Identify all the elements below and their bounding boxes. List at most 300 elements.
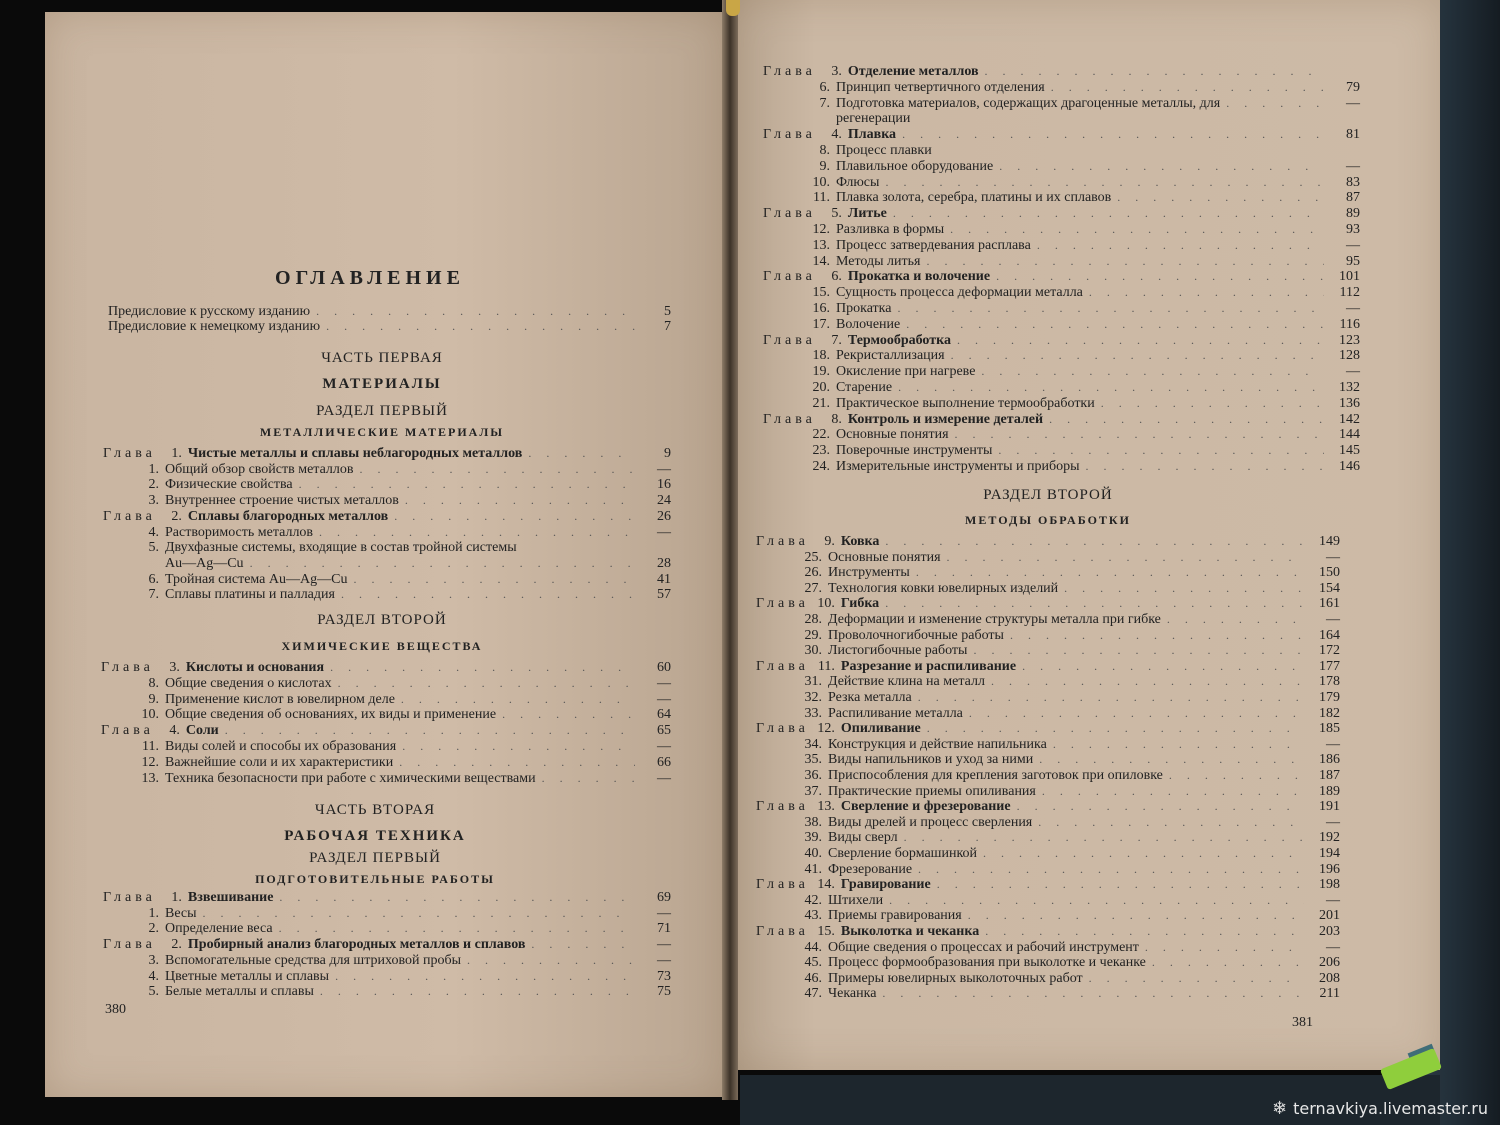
toc-entry-line: [137, 969, 671, 984]
right-toc: [730, 0, 1440, 1070]
page-number: 185: [1319, 721, 1340, 737]
preface-line: [108, 304, 671, 319]
leader-dots: [937, 877, 1304, 892]
entry-title: Штихели: [828, 892, 884, 908]
leader-dots: [926, 254, 1324, 269]
chapter-word: Глава: [101, 723, 154, 739]
page-number: —: [1326, 814, 1340, 830]
toc-chapter-line: [103, 509, 671, 524]
entry-number: 12.: [141, 754, 159, 770]
toc-entry-line: [800, 737, 1340, 752]
page-number: 95: [1346, 253, 1360, 269]
snowflake-icon: ❄: [1272, 1098, 1288, 1119]
leader-dots: [467, 953, 635, 968]
part-label: ЧАСТЬ ПЕРВАЯ: [321, 350, 443, 366]
page-number: 132: [1339, 380, 1360, 395]
page-number: 203: [1319, 924, 1340, 939]
entry-number: 44.: [804, 939, 822, 955]
leader-dots: [951, 348, 1324, 363]
entry-number: 2.: [148, 477, 159, 493]
section-label: РАЗДЕЛ ВТОРОЙ: [317, 612, 447, 628]
entry-title: Виды солей и способы их образования: [165, 739, 397, 754]
leader-dots: [299, 477, 635, 492]
entry-title: Соли: [185, 723, 219, 739]
toc-chapter-line: [756, 534, 1340, 549]
entry-title: Техника безопасности при работе с химическими веществами: [165, 770, 536, 786]
entry-number: 19.: [812, 364, 830, 380]
page-number: 64: [657, 707, 671, 723]
entry-title: Опиливание: [840, 721, 921, 737]
leader-dots: [893, 206, 1324, 221]
page-number: 192: [1319, 830, 1340, 846]
leader-dots: [1038, 815, 1304, 830]
entry-number: 32.: [804, 690, 822, 705]
entry-title: Белые металлы и сплавы: [165, 984, 314, 1000]
entry-number: 42.: [804, 892, 822, 908]
page-number: —: [657, 937, 671, 953]
chapter-word: Глава: [756, 799, 809, 815]
entry-number: 37.: [804, 783, 822, 799]
part-label: ЧАСТЬ ВТОРАЯ: [314, 802, 436, 818]
toc-entry-line: [800, 581, 1340, 596]
chapter-word: Глава: [756, 658, 809, 674]
entry-number: 16.: [812, 301, 830, 316]
part-title: МАТЕРИАЛЫ: [322, 376, 442, 392]
entry-number: 3.: [831, 64, 842, 79]
page-number: 191: [1319, 799, 1340, 815]
entry-number: 8.: [831, 411, 842, 427]
leader-dots: [1022, 659, 1304, 674]
page-number: —: [1326, 736, 1340, 752]
leader-dots: [918, 690, 1304, 705]
entry-title: Технология ковки ювелирных изделий: [828, 580, 1059, 596]
leader-dots: [353, 572, 635, 587]
entry-number: 13.: [812, 237, 830, 253]
leader-dots: [402, 739, 635, 754]
page-number: 101: [1339, 269, 1360, 285]
leader-dots: [885, 175, 1324, 190]
entry-number: 14.: [817, 877, 835, 893]
entry-title: Поверочные инструменты: [836, 443, 993, 459]
page-number: 123: [1339, 332, 1360, 348]
page-number: 28: [657, 555, 671, 571]
page-number: 196: [1319, 861, 1340, 877]
left-page: [45, 12, 725, 1097]
toc-chapter-line: [756, 596, 1340, 611]
page-number: 186: [1319, 752, 1340, 768]
entry-number: 3.: [148, 493, 159, 509]
leader-dots: [906, 317, 1324, 332]
entry-number: 9.: [819, 158, 830, 174]
toc-entry-line: [808, 111, 1360, 126]
leader-dots: [968, 908, 1304, 923]
entry-number: 4.: [148, 968, 159, 984]
entry-title: Термообработка: [847, 332, 951, 348]
page-number: 128: [1339, 348, 1360, 364]
leader-dots: [897, 301, 1324, 316]
entry-number: 4.: [831, 127, 842, 143]
toc-entry-line: [800, 643, 1340, 658]
section-label: РАЗДЕЛ ПЕРВЫЙ: [316, 403, 448, 419]
entry-title: Приспособления для крепления заготовок при опиловке: [828, 768, 1163, 783]
page-number: 112: [1339, 285, 1360, 301]
bookmark-ribbon: [726, 0, 740, 16]
toc-entry-line: [800, 846, 1340, 861]
toc-entry-line: [800, 862, 1340, 877]
leader-dots: [973, 643, 1304, 658]
leader-dots: [335, 969, 635, 984]
page-number: —: [657, 739, 671, 754]
page-number: —: [1346, 364, 1360, 380]
toc-entry-line: [137, 953, 671, 968]
entry-number: 5.: [831, 206, 842, 222]
chapter-word: Глава: [756, 596, 809, 612]
page-number: —: [657, 524, 671, 540]
toc-entry-line: [800, 830, 1340, 845]
entry-title: Применение кислот в ювелирном деле: [165, 691, 395, 707]
entry-number: 13.: [817, 799, 835, 815]
entry-number: 41.: [804, 861, 822, 877]
entry-number: 11.: [142, 739, 159, 754]
toc-entry-line: [800, 674, 1340, 689]
leader-dots: [882, 986, 1304, 1001]
entry-number: 11.: [813, 190, 830, 206]
entry-title: Виды сверл: [828, 830, 898, 846]
entry-number: 31.: [804, 674, 822, 690]
page-number: 189: [1319, 783, 1340, 799]
leader-dots: [338, 676, 635, 691]
entry-title: Растворимость металлов: [165, 524, 314, 540]
page-number: 87: [1346, 190, 1360, 206]
page-number: 164: [1319, 627, 1340, 643]
entry-title: Общие сведения о процессах и рабочий инструмент: [828, 939, 1139, 955]
entry-number: 2.: [171, 508, 182, 524]
entry-number: 9.: [148, 691, 159, 707]
entry-title: Разрезание и распиливание: [840, 658, 1017, 674]
chapter-word: Глава: [103, 446, 156, 461]
preface-title: Предисловие к немецкому изданию: [108, 319, 321, 334]
leader-dots: [502, 707, 635, 722]
toc-entry-line: [800, 565, 1340, 580]
toc-chapter-line: [763, 412, 1360, 427]
page-number: 208: [1319, 970, 1340, 986]
toc-entry-line: [808, 396, 1360, 411]
toc-chapter-line: [101, 660, 671, 675]
entry-title: Тройная система Au—Ag—Cu: [165, 571, 348, 587]
page-number: 60: [657, 660, 671, 675]
toc-entry-line: [137, 477, 671, 492]
chapter-word: Глава: [103, 890, 156, 905]
section-label: РАЗДЕЛ ПЕРВЫЙ: [309, 850, 441, 866]
entry-title: Определение веса: [165, 921, 273, 937]
toc-entry-line: [808, 143, 1360, 158]
entry-number: 30.: [804, 643, 822, 659]
toc-entry-line: [800, 628, 1340, 643]
section-title: ПОДГОТОВИТЕЛЬНЫЕ РАБОТЫ: [255, 872, 495, 886]
page-number: 178: [1319, 674, 1340, 690]
toc-entry-line: [137, 906, 671, 921]
toc-entry-line: [808, 96, 1360, 111]
page-number: 116: [1339, 316, 1360, 332]
toc-chapter-line: [756, 721, 1340, 736]
leader-dots: [225, 723, 635, 738]
page-number: —: [1326, 892, 1340, 908]
toc-entry-line: [808, 459, 1360, 474]
toc-chapter-line: [756, 924, 1340, 939]
entry-title: Вспомогательные средства для штриховой пробы: [165, 952, 461, 968]
toc-entry-line: [808, 254, 1360, 269]
entry-number: 20.: [812, 380, 830, 395]
toc-entry-line: [137, 984, 671, 999]
watermark-text: ternavkiya.livemaster.ru: [1293, 1099, 1488, 1118]
page-number: —: [1346, 237, 1360, 253]
toc-chapter-line: [763, 206, 1360, 221]
entry-title: Процесс затвердевания расплава: [836, 237, 1031, 253]
entry-title: Подготовка материалов, содержащих драгоценные металлы, для: [836, 95, 1221, 111]
entry-number: 39.: [804, 830, 822, 846]
leader-dots: [1064, 581, 1304, 596]
page-number: 69: [657, 890, 671, 905]
toc-entry-line: [137, 587, 671, 602]
leader-dots: [1053, 737, 1304, 752]
entry-number: 11.: [817, 658, 835, 674]
leader-dots: [401, 692, 635, 707]
entry-title: регенерации: [836, 111, 911, 127]
page-number: 57: [657, 587, 671, 603]
toc-entry-line: [137, 692, 671, 707]
leader-dots: [394, 509, 635, 524]
entry-title: Проволочногибочные работы: [828, 627, 1004, 643]
entry-number: 10.: [812, 174, 830, 190]
toc-entry-line: [808, 222, 1360, 237]
page-number: 172: [1319, 643, 1340, 659]
entry-number: 25.: [804, 549, 822, 565]
toc-entry-line: [808, 301, 1360, 316]
entry-number: 8.: [819, 143, 830, 158]
leader-dots: [1089, 971, 1304, 986]
entry-title: Распиливание металла: [828, 705, 963, 721]
leader-dots: [405, 493, 635, 508]
entry-title: Сущность процесса деформации металла: [836, 285, 1083, 301]
entry-number: 1.: [171, 446, 182, 461]
chapter-word: Глава: [756, 924, 809, 939]
page-number: 149: [1319, 534, 1340, 549]
entry-title: Волочение: [836, 316, 901, 332]
toc-entry-line: [808, 80, 1360, 95]
page-number: 145: [1339, 443, 1360, 459]
entry-number: 22.: [812, 427, 830, 443]
toc-entry-line: [800, 815, 1340, 830]
page-folio: 380: [105, 1002, 126, 1017]
entry-number: 45.: [804, 955, 822, 971]
entry-number: 28.: [804, 612, 822, 627]
entry-title: Выколотка и чеканка: [840, 924, 980, 939]
right-page: [730, 0, 1440, 1070]
toc-chapter-line: [101, 723, 671, 738]
leader-dots: [1117, 190, 1324, 205]
chapter-word: Глава: [763, 411, 816, 427]
preface-line: [108, 319, 671, 334]
chapter-word: Глава: [756, 721, 809, 737]
leader-dots: [330, 660, 635, 675]
leader-dots: [902, 127, 1324, 142]
entry-title: Общий обзор свойств металлов: [165, 461, 354, 477]
entry-number: 18.: [812, 348, 830, 364]
leader-dots: [1037, 238, 1324, 253]
toc-entry-line: [137, 462, 671, 477]
leader-dots: [1039, 752, 1304, 767]
entry-number: 33.: [804, 705, 822, 721]
entry-number: 5.: [148, 540, 159, 556]
page-number: —: [657, 461, 671, 477]
entry-number: 6.: [148, 571, 159, 587]
entry-title: Контроль и измерение деталей: [847, 411, 1044, 427]
entry-title: Основные понятия: [836, 427, 949, 443]
toc-entry-line: [800, 908, 1340, 923]
leader-dots: [341, 587, 635, 602]
page-number: 206: [1319, 955, 1340, 971]
entry-title: Листогибочные работы: [828, 643, 968, 659]
entry-title: Сверление и фрезерование: [840, 799, 1011, 815]
section-label: РАЗДЕЛ ВТОРОЙ: [983, 487, 1113, 503]
leader-dots: [904, 830, 1304, 845]
chapter-word: Глава: [763, 127, 816, 143]
page-number: 65: [657, 723, 671, 739]
entry-title: Прокатка и волочение: [847, 269, 991, 285]
entry-title: Приемы гравирования: [828, 908, 962, 924]
toc-entry-line: [137, 556, 671, 571]
leader-dots: [1226, 96, 1324, 111]
entry-title: Взвешивание: [187, 890, 274, 905]
toc-entry-line: [808, 159, 1360, 174]
leader-dots: [319, 525, 635, 540]
page-number: 136: [1339, 395, 1360, 411]
leader-dots: [528, 446, 635, 461]
page-number: 146: [1339, 459, 1360, 474]
leader-dots: [927, 721, 1304, 736]
section-title: ХИМИЧЕСКИЕ ВЕЩЕСТВА: [281, 639, 483, 653]
toc-entry-line: [137, 755, 671, 770]
entry-number: 7.: [819, 95, 830, 111]
toc-chapter-line: [756, 799, 1340, 814]
toc-entry-line: [808, 317, 1360, 332]
entry-title: Практическое выполнение термообработки: [836, 395, 1095, 411]
toc-entry-line: [800, 768, 1340, 783]
leader-dots: [542, 771, 635, 786]
leader-dots: [889, 893, 1304, 908]
entry-number: 10.: [817, 596, 835, 612]
page-number: 9: [664, 446, 671, 461]
entry-title: Процесс формообразования при выколотке и чеканке: [828, 955, 1146, 971]
leader-dots: [316, 304, 635, 319]
entry-number: 34.: [804, 736, 822, 752]
entry-number: 6.: [831, 269, 842, 285]
chapter-word: Глава: [763, 206, 816, 222]
leader-dots: [996, 269, 1324, 284]
entry-title: Отделение металлов: [847, 64, 979, 79]
leader-dots: [999, 159, 1324, 174]
chapter-word: Глава: [763, 64, 816, 79]
page-number: 144: [1339, 427, 1360, 443]
page-number: 187: [1319, 768, 1340, 783]
book-gutter: [722, 0, 738, 1100]
entry-title: Практические приемы опиливания: [828, 783, 1036, 799]
entry-title: Гравирование: [840, 877, 931, 893]
entry-title: Литье: [847, 206, 887, 222]
entry-title: Внутреннее строение чистых металлов: [165, 493, 399, 509]
chapter-word: Глава: [763, 269, 816, 285]
preface-title: Предисловие к русскому изданию: [108, 304, 311, 319]
toc-entry-line: [808, 443, 1360, 458]
toc-entry-line: [808, 348, 1360, 363]
toc-chapter-line: [103, 446, 671, 461]
toc-entry-line: [808, 238, 1360, 253]
entry-title: Старение: [836, 380, 893, 395]
chapter-word: Глава: [103, 937, 156, 953]
page-number: 198: [1319, 877, 1340, 893]
leader-dots: [885, 534, 1304, 549]
entry-title: Весы: [165, 905, 197, 921]
toc-entry-line: [800, 784, 1340, 799]
page-number: 83: [1346, 174, 1360, 190]
entry-number: 3.: [148, 952, 159, 968]
page-number: —: [1346, 301, 1360, 316]
entry-title: Общие сведения об основаниях, их виды и применение: [165, 707, 497, 723]
page-number: —: [1326, 612, 1340, 627]
page-number: 79: [1346, 79, 1360, 95]
page-number: 182: [1319, 705, 1340, 721]
page-number: 26: [657, 508, 671, 524]
page-number: 201: [1319, 908, 1340, 924]
entry-title: Деформации и изменение структуры металла при гибке: [828, 612, 1161, 627]
leader-dots: [985, 64, 1324, 79]
entry-title: Плавка: [847, 127, 897, 143]
entry-number: 1.: [171, 890, 182, 905]
toc-title: ОГЛАВЛЕНИЕ: [275, 267, 465, 289]
toc-entry-line: [800, 752, 1340, 767]
toc-entry-line: [808, 190, 1360, 205]
entry-number: 15.: [817, 924, 835, 939]
page-number: —: [1346, 95, 1360, 111]
entry-number: 1.: [148, 461, 159, 477]
entry-title: Флюсы: [836, 174, 880, 190]
toc-entry-line: [137, 921, 671, 936]
entry-title: Кислоты и основания: [185, 660, 325, 675]
leader-dots: [983, 846, 1304, 861]
entry-number: 4.: [169, 723, 180, 739]
toc-entry-line: [808, 364, 1360, 379]
leader-dots: [916, 565, 1304, 580]
toc-entry-line: [800, 986, 1340, 1001]
entry-number: 40.: [804, 846, 822, 861]
entry-title: Процесс плавки: [836, 143, 932, 158]
page-number: 71: [657, 921, 671, 937]
entry-number: 23.: [812, 443, 830, 459]
entry-title: Плавильное оборудование: [836, 158, 994, 174]
entry-number: 17.: [812, 316, 830, 332]
toc-entry-line: [808, 380, 1360, 395]
page-number: —: [657, 675, 671, 691]
entry-number: 14.: [812, 253, 830, 269]
page-number: 150: [1319, 565, 1340, 581]
toc-chapter-line: [103, 890, 671, 905]
entry-title: Двухфазные системы, входящие в состав тройной системы: [165, 540, 517, 556]
entry-number: 36.: [804, 768, 822, 783]
entry-title: Инструменты: [828, 565, 910, 581]
leader-dots: [1152, 955, 1304, 970]
page-number: 41: [657, 571, 671, 587]
section-title: МЕТАЛЛИЧЕСКИЕ МАТЕРИАЛЫ: [259, 425, 505, 439]
